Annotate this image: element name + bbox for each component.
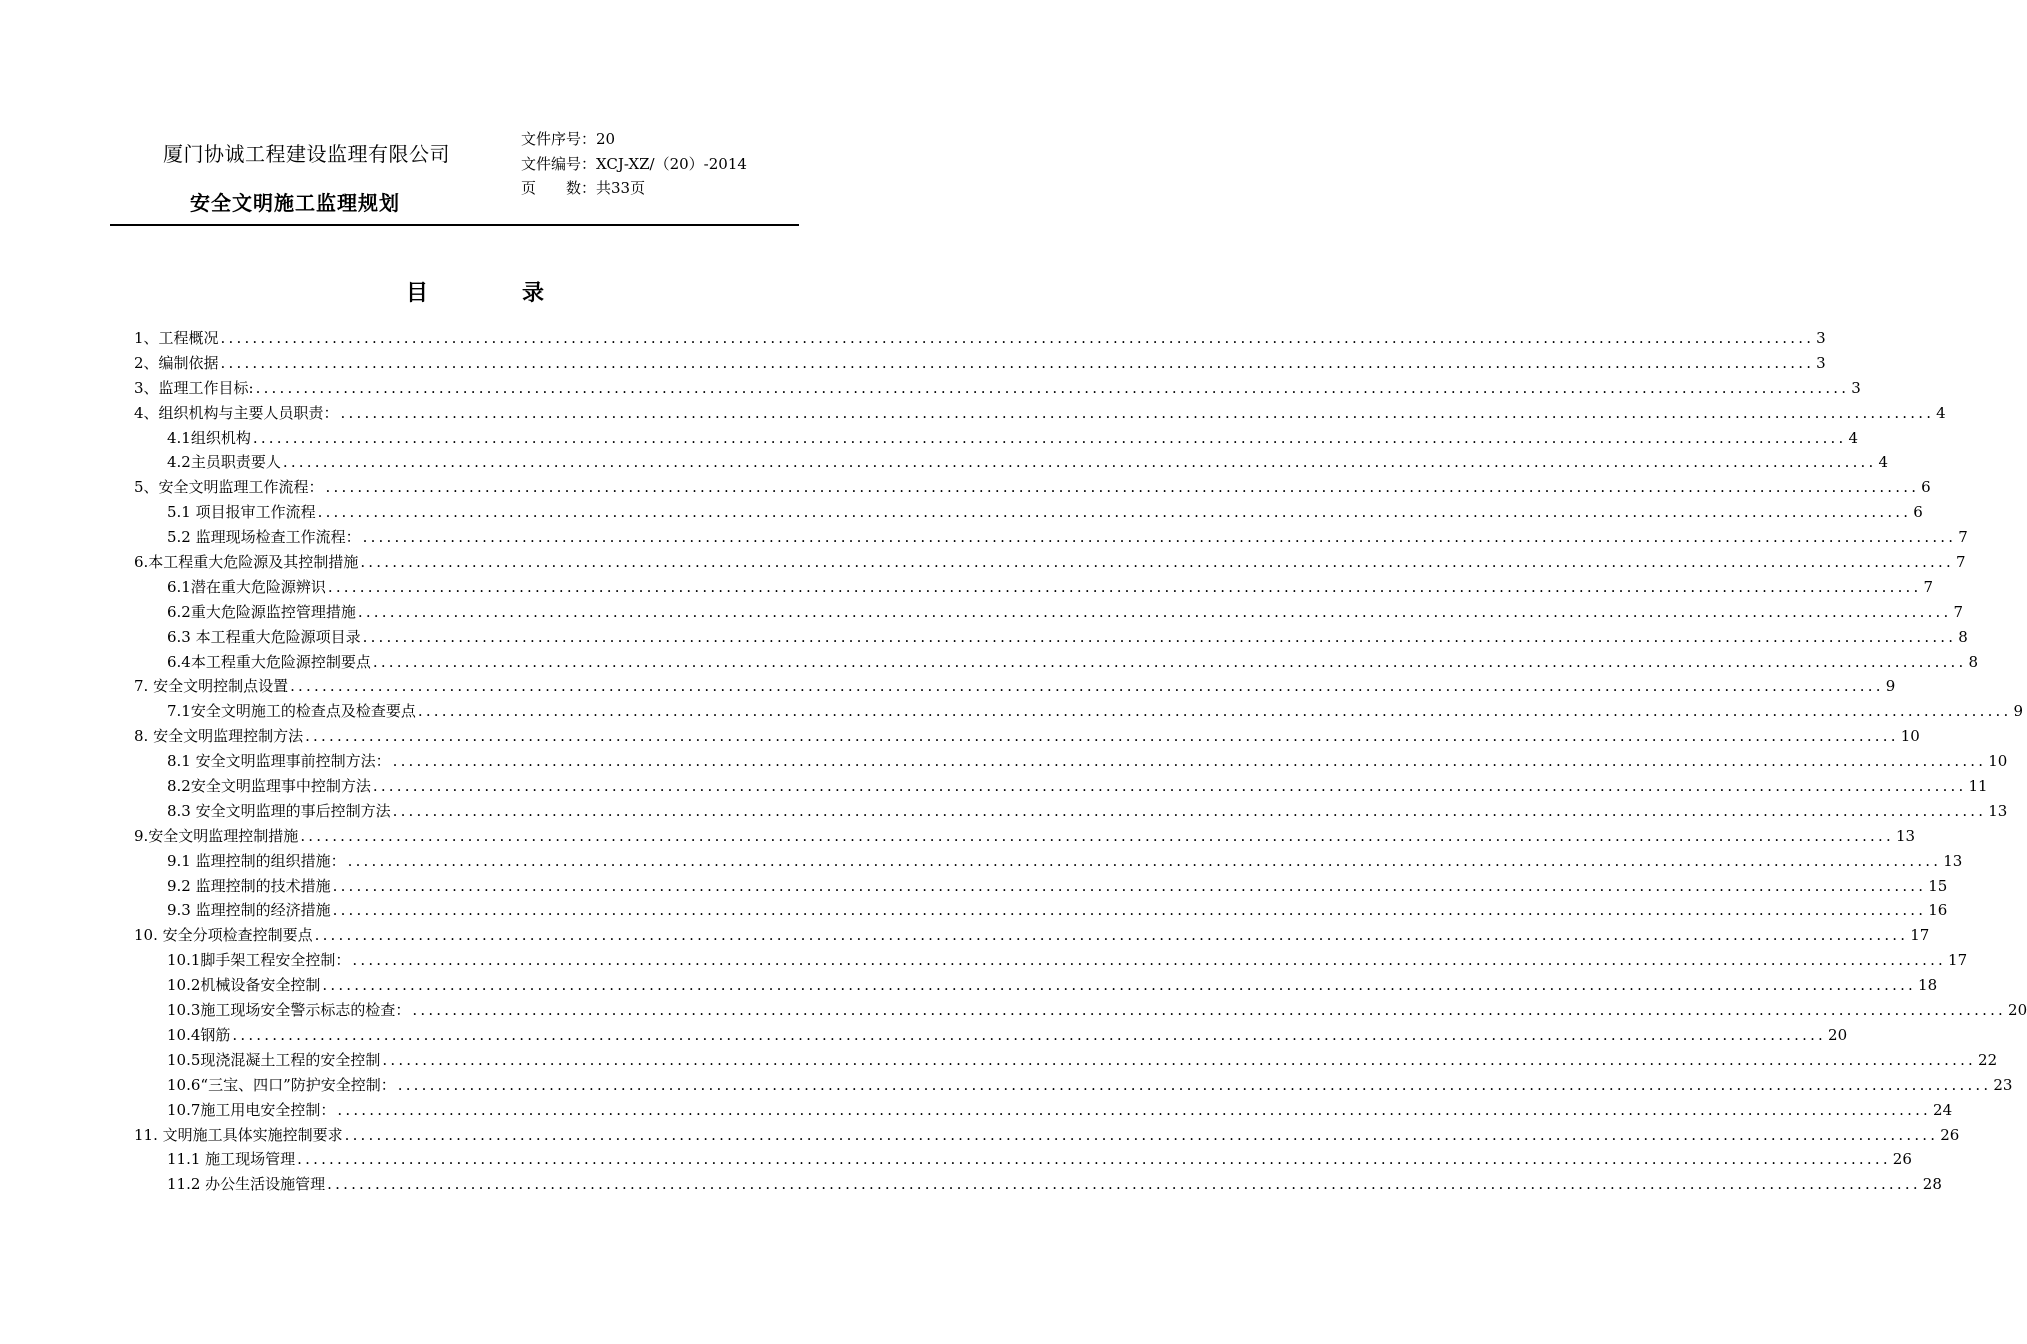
toc-entry-page: 26 <box>1940 1125 1960 1144</box>
toc-leader-dots: ........................................................................................................................................................................................................ <box>297 1150 1891 1169</box>
toc-entry-label: 11.1 施工现场管理 <box>167 1150 296 1169</box>
document-meta <box>521 127 747 201</box>
toc-entry-page: 13 <box>1988 801 2008 820</box>
toc-entry[interactable] <box>134 451 1889 476</box>
toc-entry[interactable] <box>134 377 1861 402</box>
toc-entry[interactable] <box>134 526 1968 551</box>
toc-leader-dots: ........................................................................................................................................................................................................ <box>325 478 1920 497</box>
toc-leader-dots: ........................................................................................................................................................................................................ <box>360 553 1954 572</box>
toc-entry[interactable] <box>134 850 1963 875</box>
toc-entry[interactable] <box>134 1074 2013 1099</box>
toc-entry-page: 3 <box>1816 353 1826 372</box>
document-title: 安全文明施工监理规划 <box>190 191 400 215</box>
toc-entry-page: 10 <box>1900 727 1920 746</box>
toc-entry[interactable] <box>134 725 1920 750</box>
toc-entry[interactable] <box>134 974 1938 999</box>
toc-leader-dots: ........................................................................................................................................................................................................ <box>372 777 1967 796</box>
toc-entry[interactable] <box>134 949 1968 974</box>
toc-entry-page: 7 <box>1958 528 1968 547</box>
toc-entry-label: 6.4本工程重大危险源控制要点 <box>167 652 371 671</box>
toc-entry-page: 22 <box>1978 1050 1998 1069</box>
toc-entry[interactable] <box>134 750 2008 775</box>
toc-entry-label: 10.1脚手架工程安全控制： <box>167 951 351 970</box>
toc-leader-dots: ........................................................................................................................................................................................................ <box>337 1100 1932 1119</box>
toc-leader-dots: ........................................................................................................................................................................................................ <box>255 378 1850 397</box>
toc-entry[interactable] <box>134 825 1916 850</box>
toc-entry-label: 2、编制依据 <box>134 353 219 372</box>
toc-heading <box>0 276 950 307</box>
toc-entry-page: 4 <box>1878 453 1889 472</box>
toc-entry-page: 10 <box>1988 752 2008 771</box>
toc-entry-page: 16 <box>1928 901 1948 920</box>
toc-entry[interactable] <box>134 626 1968 651</box>
toc-entry-label: 8.2安全文明监理事中控制方法 <box>167 777 371 796</box>
toc-entry-label: 7.1安全文明施工的检查点及检查要点 <box>167 702 416 721</box>
toc-entry-page: 8 <box>1968 652 1979 671</box>
toc-entry[interactable] <box>134 899 1948 924</box>
toc-entry-page: 8 <box>1958 627 1968 646</box>
toc-entry-label: 9.安全文明监理控制措施 <box>134 826 299 845</box>
table-of-contents <box>134 327 2027 1198</box>
toc-entry-page: 26 <box>1892 1150 1912 1169</box>
toc-leader-dots: ........................................................................................................................................................................................................ <box>347 851 1942 870</box>
toc-entry-page: 6 <box>1921 478 1931 497</box>
toc-leader-dots: ........................................................................................................................................................................................................ <box>305 727 1899 746</box>
toc-entry-label: 6.3 本工程重大危险源项目录 <box>167 627 361 646</box>
toc-entry[interactable] <box>134 875 1948 900</box>
file-code: 文件编号：XCJ-XZ/（20）-2014 <box>521 154 747 173</box>
toc-entry[interactable] <box>134 1124 1960 1149</box>
toc-entry-page: 13 <box>1943 851 1963 870</box>
toc-entry-label: 10.3施工现场安全警示标志的检查： <box>167 1001 411 1020</box>
toc-entry-page: 28 <box>1922 1175 1942 1194</box>
toc-entry-page: 7 <box>1923 577 1934 596</box>
toc-entry-page: 7 <box>1955 553 1966 572</box>
toc-entry-label: 7. 安全文明控制点设置 <box>134 677 289 696</box>
toc-entry-label: 10.5现浇混凝土工程的安全控制 <box>167 1050 381 1069</box>
toc-entry[interactable] <box>134 402 1946 427</box>
toc-entry[interactable] <box>134 700 2024 725</box>
file-sequence-number: 文件序号：20 <box>521 130 616 148</box>
toc-leader-dots: ........................................................................................................................................................................................................ <box>282 453 1877 472</box>
toc-entry-label: 10.4钢筋 <box>167 1025 231 1044</box>
toc-entry-page: 24 <box>1933 1100 1953 1119</box>
toc-leader-dots: ........................................................................................................................................................................................................ <box>220 329 1815 347</box>
toc-entry[interactable] <box>134 1173 1942 1198</box>
company-name: 厦门协诚工程建设监理有限公司 <box>163 142 450 166</box>
toc-entry[interactable] <box>134 924 1930 949</box>
toc-entry-label: 5.1 项目报审工作流程 <box>167 503 316 522</box>
toc-leader-dots: ........................................................................................................................................................................................................ <box>220 353 1815 372</box>
toc-leader-dots: ........................................................................................................................................................................................................ <box>352 951 1947 970</box>
toc-entry-label: 5、安全文明监理工作流程： <box>134 478 324 497</box>
toc-entry[interactable] <box>134 601 1964 626</box>
toc-leader-dots: ........................................................................................................................................................................................................ <box>357 602 1952 621</box>
toc-leader-dots: ........................................................................................................................................................................................................ <box>327 577 1922 596</box>
toc-leader-dots: ........................................................................................................................................................................................................ <box>332 901 1927 920</box>
toc-entry-label: 11. 文明施工具体实施控制要求 <box>134 1125 343 1144</box>
toc-entry-label: 6.1潜在重大危险源辨识 <box>167 577 326 596</box>
toc-leader-dots: ........................................................................................................................................................................................................ <box>322 976 1917 995</box>
toc-entry[interactable] <box>134 576 1934 601</box>
toc-entry[interactable] <box>134 675 1896 700</box>
toc-entry-page: 15 <box>1928 876 1948 895</box>
toc-entry-page: 3 <box>1851 378 1861 397</box>
toc-entry[interactable] <box>134 501 1923 526</box>
toc-entry-page: 17 <box>1948 951 1968 970</box>
toc-entry-label: 3、监理工作目标: <box>134 378 254 397</box>
toc-leader-dots: ........................................................................................................................................................................................................ <box>344 1125 1939 1144</box>
toc-entry[interactable] <box>134 1148 1912 1173</box>
toc-entry-page: 3 <box>1816 329 1826 347</box>
toc-entry-label: 8.3 安全文明监理的事后控制方法 <box>167 801 391 820</box>
toc-entry-label: 9.2 监理控制的技术措施 <box>167 876 331 895</box>
toc-leader-dots: ........................................................................................................................................................................................................ <box>252 428 1847 447</box>
toc-leader-dots: ........................................................................................................................................................................................................ <box>397 1075 1992 1094</box>
toc-leader-dots: ........................................................................................................................................................................................................ <box>392 752 1987 771</box>
toc-entry-label: 4.1组织机构 <box>167 428 251 447</box>
toc-entry-label: 4.2主员职责要人 <box>167 453 281 472</box>
toc-leader-dots: ........................................................................................................................................................................................................ <box>290 677 1884 696</box>
toc-leader-dots: ........................................................................................................................................................................................................ <box>362 528 1957 547</box>
toc-entry-label: 9.1 监理控制的组织措施： <box>167 851 346 870</box>
toc-entry-label: 11.2 办公生活设施管理 <box>167 1175 326 1194</box>
toc-leader-dots: ........................................................................................................................................................................................................ <box>317 503 1912 522</box>
toc-leader-dots: ........................................................................................................................................................................................................ <box>412 1001 2007 1020</box>
toc-entry-label: 10.7施工用电安全控制： <box>167 1100 336 1119</box>
page-count: 页 数：共33页 <box>521 179 646 197</box>
toc-entry[interactable] <box>134 427 1859 452</box>
toc-entry-page: 23 <box>1993 1075 2013 1094</box>
toc-entry-label: 10.6“三宝、四口”防护安全控制： <box>167 1075 396 1094</box>
toc-entry-label: 6.本工程重大危险源及其控制措施 <box>134 553 359 572</box>
toc-heading-left: 目 <box>405 280 428 306</box>
toc-entry[interactable] <box>134 1024 1848 1049</box>
toc-entry-label: 6.2重大危险源监控管理措施 <box>167 602 356 621</box>
toc-entry[interactable] <box>134 551 1966 576</box>
toc-entry[interactable] <box>134 775 1988 800</box>
toc-entry-label: 10. 安全分项检查控制要点 <box>134 926 313 945</box>
toc-entry-page: 11 <box>1968 777 1988 796</box>
toc-leader-dots: ........................................................................................................................................................................................................ <box>417 702 2012 721</box>
toc-entry-page: 18 <box>1918 976 1938 995</box>
toc-entry-label: 5.2 监理现场检查工作流程： <box>167 528 361 547</box>
toc-entry-label: 1、工程概况 <box>134 329 219 347</box>
toc-leader-dots: ........................................................................................................................................................................................................ <box>382 1050 1977 1069</box>
toc-entry-page: 9 <box>2013 702 2024 721</box>
toc-entry-label: 10.2机械设备安全控制 <box>167 976 321 995</box>
toc-entry[interactable] <box>134 476 1931 501</box>
toc-entry-page: 6 <box>1913 503 1923 522</box>
toc-entry[interactable] <box>134 327 1826 352</box>
toc-entry[interactable] <box>134 651 1979 676</box>
toc-entry-page: 13 <box>1895 826 1916 845</box>
toc-entry[interactable] <box>134 800 2008 825</box>
toc-leader-dots: ........................................................................................................................................................................................................ <box>340 403 1935 422</box>
toc-entry[interactable] <box>134 1099 1953 1124</box>
toc-entry-page: 9 <box>1885 677 1896 696</box>
toc-entry[interactable] <box>134 352 1826 377</box>
toc-leader-dots: ........................................................................................................................................................................................................ <box>372 652 1967 671</box>
toc-entry[interactable] <box>134 1049 1998 1074</box>
toc-leader-dots: ........................................................................................................................................................................................................ <box>332 876 1927 895</box>
toc-entry-page: 20 <box>2008 1001 2027 1020</box>
toc-leader-dots: ........................................................................................................................................................................................................ <box>362 627 1957 646</box>
toc-leader-dots: ........................................................................................................................................................................................................ <box>314 926 1909 945</box>
toc-entry-page: 4 <box>1936 403 1946 422</box>
toc-entry-label: 4、组织机构与主要人员职责： <box>134 403 339 422</box>
toc-leader-dots: ........................................................................................................................................................................................................ <box>232 1025 1827 1044</box>
toc-leader-dots: ........................................................................................................................................................................................................ <box>392 801 1987 820</box>
toc-entry-label: 9.3 监理控制的经济措施 <box>167 901 331 920</box>
toc-heading-right: 录 <box>522 280 545 306</box>
toc-entry-page: 17 <box>1910 926 1930 945</box>
toc-leader-dots: ........................................................................................................................................................................................................ <box>300 826 1894 845</box>
toc-leader-dots: ........................................................................................................................................................................................................ <box>327 1175 1921 1194</box>
toc-entry-label: 8.1 安全文明监理事前控制方法： <box>167 752 391 771</box>
toc-entry-page: 20 <box>1828 1025 1848 1044</box>
toc-entry-page: 4 <box>1848 428 1859 447</box>
toc-entry[interactable] <box>134 999 2027 1024</box>
toc-entry-page: 7 <box>1953 602 1964 621</box>
header-divider <box>110 224 799 226</box>
toc-entry-label: 8. 安全文明监理控制方法 <box>134 727 304 746</box>
